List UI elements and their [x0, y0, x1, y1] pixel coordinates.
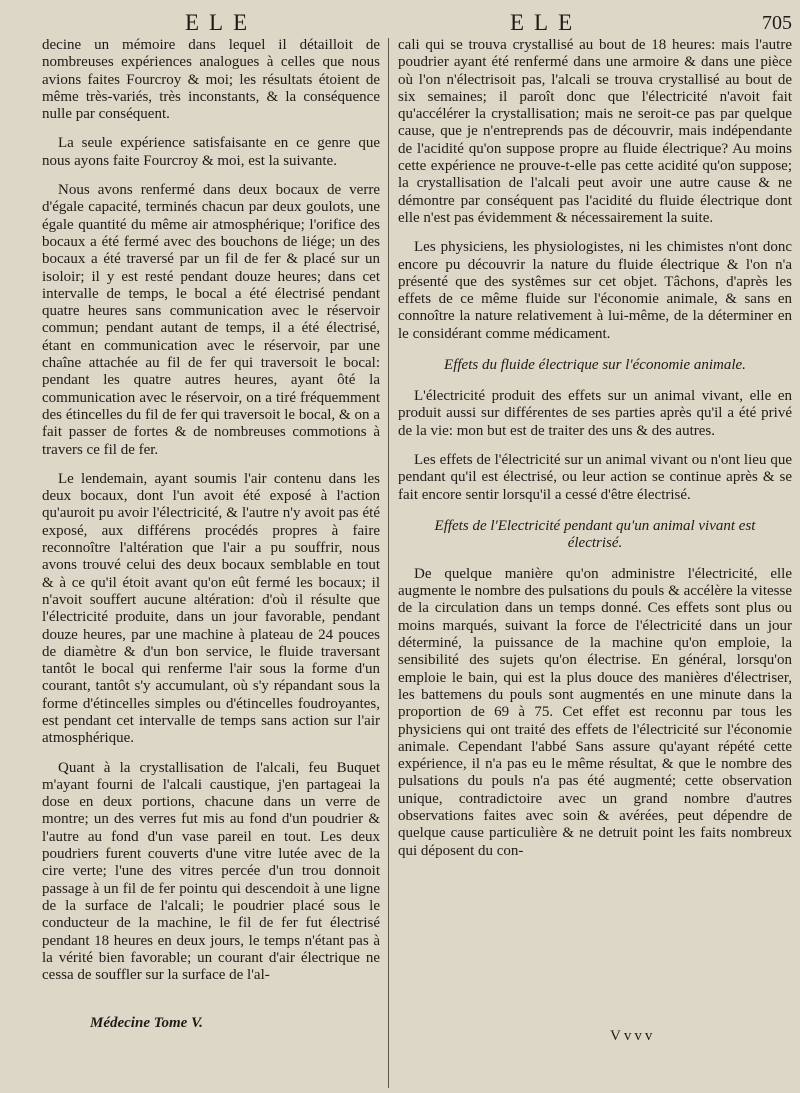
left-column	[42, 37, 380, 1067]
paragraph: De quelque manière qu'on administre l'électricité, elle augmente le nombre des pulsations du pouls & accélère la vitesse de la circulation dans un temps donné. Ces effets sont plus ou moins marqués, suivant la force de l'électricité dans un jour déterminé, la puissance de la machine qu'on emploie, la sensibilité des sujets qu'on électrise. En général, lorsqu'on emploie le bain, qui est la plus douce des manières d'électriser, les battemens du pouls sont augmentés en une minute dans la proportion de 69 à 75. Cet effet est reconnu par tous les physiciens qui ont traité des effets de l'électricité sur l'économie animale. Cependant l'abbé Sans assure qu'ayant répété cette expérience, il n'a pas eu le même résultat, & que le nombre des pulsations du pouls n'a pas été augmenté; cette observation unique, contradictoire avec un grand nombre d'autres observations faites avec soin & avérées, peut dépendre de quelque cause particulière & ne detruit point les faits nombreux qui déposent du con-	[398, 565, 792, 859]
running-head-left: ELE	[185, 10, 258, 35]
section-heading: Effets de l'Electricité pendant qu'un animal vivant est électrisé.	[434, 517, 756, 551]
paragraph: L'électricité produit des effets sur un animal vivant, elle en produit aussi sur différentes de ses parties après qu'il a été privé de la vie: mon but est de traiter des uns & des autres.	[398, 388, 792, 439]
column-divider	[388, 38, 389, 1088]
paragraph: Les physiciens, les physiologistes, ni les chimistes n'ont donc encore pu découvrir la nature du fluide électrique & l'on n'a présenté que des systêmes sur cet objet. Tâchons, d'après les effets de ce même fluide sur l'économie animale, & sans en connoître la nature relativement à lui-même, de la déterminer en le considérant comme médicament.	[398, 239, 792, 342]
paragraph: La seule expérience satisfaisante en ce genre que nous ayons faite Fourcroy & moi, est la suivante.	[42, 135, 380, 169]
paragraph: cali qui se trouva crystallisé au bout de 18 heures: mais l'autre poudrier ayant été renfermé dans une armoire & dans une pièce où l'on n'électrisoit pas, l'alcali se trouva crystallisé au bout de six semaines; il paroît donc que l'électricité n'avoit fait qu'accélérer la crystallisation; mais ne seroit-ce pas par quelque cause, que je n'entreprends pas de découvrir, mais indépendante de l'acidité qu'on suppose propre au fluide électrique? Au moins cette expérience ne prouve-t-elle pas cette acidité qu'on suppose; la crystallisation de l'alcali peut avoir une autre cause & ne démontre par conséquent pas l'acidité du fluide électrique dont elle n'est pas évidemment & nécessairement la suite.	[398, 37, 792, 226]
page-number: 705	[762, 12, 792, 34]
right-column	[398, 37, 792, 1067]
paragraph: decine un mémoire dans lequel il détailloit de nombreuses expériences analogues à celles que nous avions faites Fourcroy & moi; les résultats étoient de même très-variés, très inconstants, & la conséquence nulle par conséquent.	[42, 37, 380, 123]
paragraph: Le lendemain, ayant soumis l'air contenu dans les deux bocaux, dont l'un avoit été exposé à l'action qu'auroit pu avoir l'électricité, & l'autre n'y avoit pas été exposé, aux différens procédés propres à faire reconnoître l'altération que l'air a pu souffrir, nous avons trouvé celui des deux bocaux semblable en tout & à ce qu'il étoit avant qu'on eût fermé les bocaux; il n'avoit souffert aucune altération: d'où il résulte que l'électricité produite, dans un jour favorable, pendant douze heures, par une machine à plateau de 24 pouces de diamètre & d'un bon service, le fluide traversant tantôt le bocal qui renferme l'air sous la forme d'un courant, tantôt s'y accumulant, où s'y répandant sous la forme d'étincelles simples ou d'étincelles foudroyantes, est pendant cet intervalle de temps sans action sur l'air atmosphérique.	[42, 470, 380, 747]
signature-mark: Vvvv	[610, 1028, 656, 1044]
running-head-right: ELE	[510, 10, 583, 35]
paragraph: Les effets de l'électricité sur un animal vivant ou n'ont lieu que pendant qu'il est électrisé, ou leur action se continue après & se fait encore sentir lorsqu'il a cessé d'être électrisé.	[398, 451, 792, 503]
paragraph: Quant à la crystallisation de l'alcali, feu Buquet m'ayant fourni de l'alcali caustique, j'en partageai la dose en deux portions, chacune dans un verre de montre; un des verres fut mis au fond d'un poudrier & l'autre au fond d'un vase pareil en tout. Les deux poudriers furent couverts d'une vitre lutée avec de la cire verte; l'une des vitres percée d'un trou donnoit passage à un fil de fer pointu qui descendoit à une ligne de la surface de l'alcali; le poudrier placé sous le conducteur de la machine, le fil de fer fut électrisé pendant 18 heures en deux jours, le temps n'étant pas à la vérité bien favorable; un courant d'air électrique ne cessa de souffler sur la surface de l'al-	[42, 759, 380, 984]
section-heading: Effets du fluide électrique sur l'économie animale.	[444, 357, 746, 374]
paragraph: Nous avons renfermé dans deux bocaux de verre d'égale capacité, terminés chacun par deux goulots, une égale quantité du même air atmosphérique; l'orifice des bocaux a été fermé avec des bouchons de liége; un des bocaux a été traversé par un fil de fer & placé sur un isoloir; il y est resté pendant douze heures; dans cet intervalle de temps, le bocal a été électrisé pendant quatre heures sans communication avec le réservoir commun; pendant autant de temps, il a été électrisé, étant en communication avec le réservoir, par une chaîne attachée au fil de fer qui traversoit le bocal: pendant les quatre autres heures, ayant ôté la communication avec le réservoir, on a tiré fréquemment des étincelles du fil de fer qui traversoit le bocal, & on a fait passer de fortes & de nombreuses commotions à travers ce fil de fer.	[42, 182, 380, 458]
volume-footer: Médecine Tome V.	[90, 1015, 203, 1031]
